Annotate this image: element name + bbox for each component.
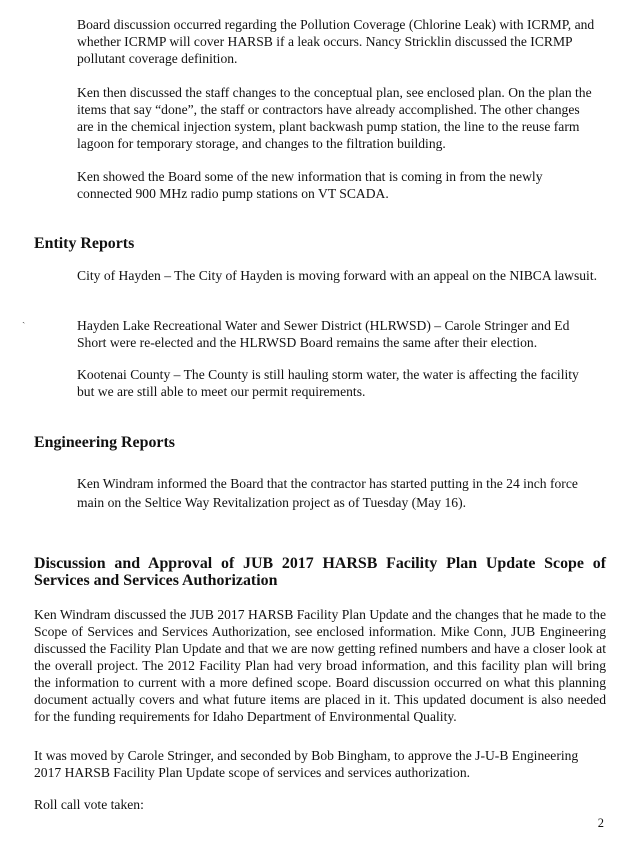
jub-discussion: Ken Windram discussed the JUB 2017 HARSB Facility Plan Update and the changes that he made to the Scope of Services and Services Authorization, see enclosed information. Mike Conn, JUB Engineering discussed the Facility Plan Update and that we are now getting refined numbers and have a closer look at the overall project. The 2012 Facility Plan had very broad information, and this facility plan will bring the information to current with a more defined scope. Board discussion occurred on what this planning document actually covers and what future items are placed in it. This updated document is also needed for the funding requirements for Idaho Department of Environmental Quality. <box>34 607 606 724</box>
jub-section-heading: Discussion and Approval of JUB 2017 HARSB Facility Plan Update Scope of Services and Services Authorization <box>34 555 606 589</box>
paragraph-pollution-coverage: Board discussion occurred regarding the Pollution Coverage (Chlorine Leak) with ICRMP, and whether ICRMP will cover HARSB if a leak occurs. Nancy Stricklin discussed the ICRMP pollutant coverage definition. <box>77 17 595 66</box>
paragraph-conceptual-plan: Ken then discussed the staff changes to the conceptual plan, see enclosed plan. On the plan the items that say “done”, the staff or contractors have already accomplished. The other changes are in the chemical injection system, plant backwash pump station, the line to the reuse farm lagoon for temporary storage, and changes to the filtration building. <box>77 85 592 151</box>
jub-motion: It was moved by Carole Stringer, and seconded by Bob Bingham, to approve the J-U-B Engineering 2017 HARSB Facility Plan Update scope of services and services authorization. <box>34 748 579 780</box>
engineering-report-text: Ken Windram informed the Board that the contractor has started putting in the 24 inch force main on the Seltice Way Revitalization project as of Tuesday (May 16). <box>77 476 578 510</box>
entity-report-hayden: City of Hayden – The City of Hayden is moving forward with an appeal on the NIBCA lawsuit. <box>77 268 598 283</box>
paragraph-scada: Ken showed the Board some of the new information that is coming in from the newly connected 900 MHz radio pump stations on VT SCADA. <box>77 169 543 201</box>
entity-report-hlrwsd: Hayden Lake Recreational Water and Sewer District (HLRWSD) – Carole Stringer and Ed Short were re-elected and the HLRWSD Board remains the same after their election. <box>77 318 570 350</box>
roll-call: Roll call vote taken: <box>34 797 144 812</box>
engineering-reports-heading: Engineering Reports <box>34 434 175 451</box>
entity-reports-heading: Entity Reports <box>34 235 135 252</box>
stray-mark: ˏ <box>22 313 26 324</box>
entity-report-kootenai: Kootenai County – The County is still hauling storm water, the water is affecting the facility but we are still able to meet our permit requirements. <box>77 367 579 399</box>
page-number: 2 <box>597 816 604 830</box>
